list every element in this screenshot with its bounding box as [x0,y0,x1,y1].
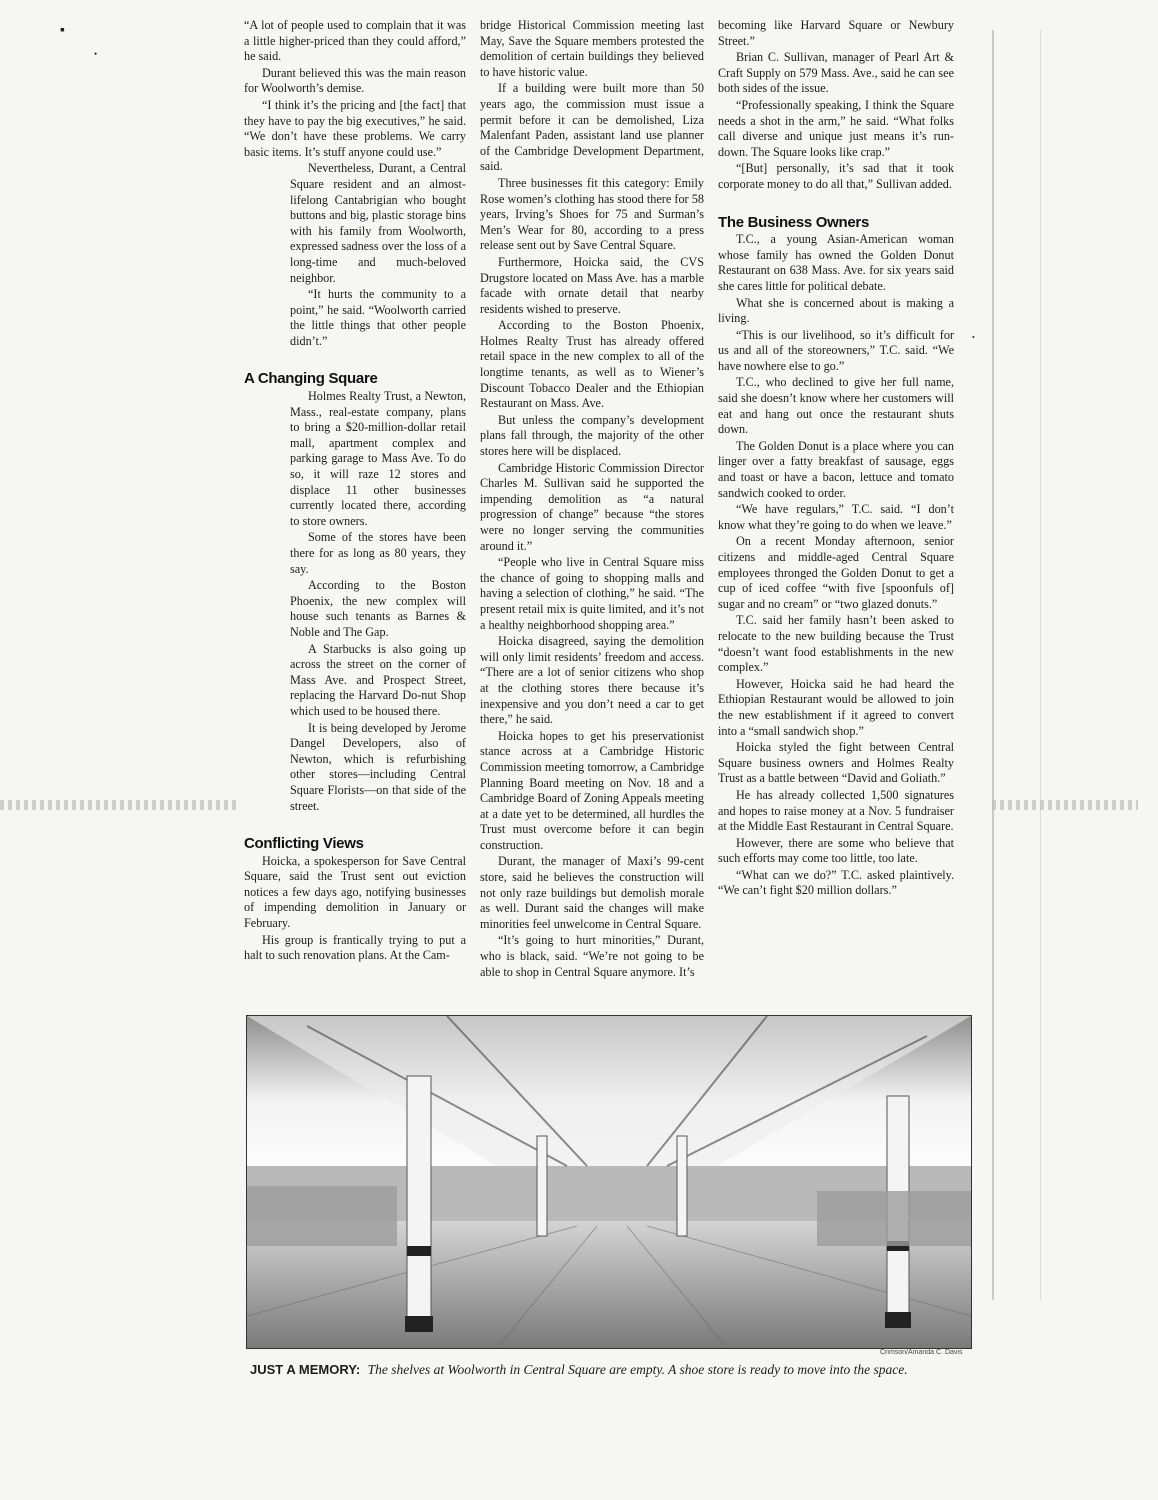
paragraph: “What can we do?” T.C. asked plaintively. “We can’t fight $20 million dollars.” [718,867,954,898]
paragraph: T.C. said her family hasn’t been asked to relocate to the new building because the Trust “doesn’t want food establishments in the new complex.” [718,613,954,675]
scan-speck: ▪ [60,23,65,38]
paragraph: It is being developed by Jerome Dangel Developers, also of Newton, which is refurbishing other stores—including Central Square Florists—on that side of the street. [290,720,466,813]
paragraph: However, Hoicka said he had heard the Ethiopian Restaurant would be allowed to join the new establishment if it agreed to convert into a “small sandwich shop.” [718,676,954,738]
paragraph: According to the Boston Phoenix, the new complex will house such tenants as Barnes & Noble and The Gap. [290,578,466,639]
page-edge-line [1040,30,1041,1300]
perforation-mark [992,800,1138,810]
paragraph: Durant believed this was the main reason for Woolworth’s demise. [244,65,466,96]
store-interior-photo [246,1015,972,1349]
paragraph: A Starbucks is also going up across the street on the corner of Mass Ave. and Prospect Street, replacing the Harvard Do-nut Shop which used to be housed there. [290,641,466,718]
caption-lead: JUST A MEMORY: [250,1362,361,1377]
paragraph: However, there are some who believe that such efforts may come too little, too late. [718,835,954,866]
perforation-mark [0,800,240,810]
photo-illustration [247,1016,971,1348]
paragraph: Holmes Realty Trust, a Newton, Mass., real-estate company, plans to bring a $20-million-dollar retail mall, apartment complex and parking garage to Mass Ave. To do so, it will raze 12 stores and displace 11 other businesses currently located there, according to store owners. [290,389,466,528]
paragraph: According to the Boston Phoenix, Holmes Realty Trust has already offered retail space in the new complex to all of the longtime tenants, as well as to Wiener’s Discount Tobacco Dealer and the Ethiopian Restaurant on Mass. Ave. [480,318,704,411]
paragraph: What she is concerned about is making a living. [718,295,954,326]
paragraph: But unless the company’s development plans fall through, the majority of the other stores here will be displaced. [480,412,704,459]
caption-text: The shelves at Woolworth in Central Square are empty. A shoe store is ready to move into the space. [367,1362,908,1377]
paragraph: The Golden Donut is a place where you can linger over a fatty breakfast of sausage, eggs and toast or have a bacon, lettuce and tomato sandwich cooked to order. [718,438,954,500]
paragraph: Durant, the manager of Maxi’s 99-cent store, said he believes the construction will not only raze buildings but demolish morale as well. Durant said the changes will make minorities feel unwelcome in Central Square. [480,854,704,931]
paragraph: He has already collected 1,500 signatures and hopes to raise money at a Nov. 5 fundraiser at the Middle East Restaurant in Central Square. [718,787,954,834]
paragraph: Three businesses fit this category: Emily Rose women’s clothing has stood there for 58 years, Irving’s Shoes for 75 and Surman’s Men’s Wear for 80, according to a press release sent out by Save Central Square. [480,175,704,253]
paragraph: Hoicka hopes to get his preservationist stance across at a Cambridge Historic Commission meeting tomorrow, a Cambridge Planning Board meeting on Nov. 18 and a Cambridge Board of Zoning Appeals meeting at a date yet to be determined, all hurdles the Trust must overcome before it can begin construction. [480,728,704,852]
paragraph: becoming like Harvard Square or Newbury Street.” [718,18,954,48]
paragraph: “I think it’s the pricing and [the fact] that they have to pay the big executives,” he said. “We don’t have these problems. We carry basic items. It’s stuff anyone could use.” [244,97,466,159]
paragraph: Hoicka styled the fight between Central Square business owners and Holmes Realty Trust as a battle between “David and Goliath.” [718,740,954,786]
paragraph: Cambridge Historic Commission Director Charles M. Sullivan said he supported the impending demolition as “a natural progression of change” because “the stores were no longer serving the communities around it.” [480,460,704,553]
section-heading-business-owners: The Business Owners [718,213,870,231]
paragraph: “People who live in Central Square miss the chance of going to shopping malls and having a selection of clothing,” he said. “The present retail mix is quite limited, and it’s not a healthy neighborhood shopping area.” [480,555,704,632]
paragraph: Brian C. Sullivan, manager of Pearl Art & Craft Supply on 579 Mass. Ave., said he can see both sides of the issue. [718,50,954,96]
paragraph: “[But] personally, it’s sad that it took corporate money to do all that,” Sullivan added. [718,161,954,191]
paragraph: T.C., who declined to give her full name, said she doesn’t know where her customers will eat and hang out once the restaurant shuts down. [718,375,954,437]
paragraph: On a recent Monday afternoon, senior citizens and middle-aged Central Square employees thronged the Golden Donut to get a cup of iced coffee “with five [spoonfuls of] sugar and no cream” or “two glazed donuts.” [718,534,954,611]
paragraph: “This is our livelihood, so it’s difficult for us and all of the storeowners,” T.C. said. “We have nowhere else to go.” [718,327,954,373]
paragraph: bridge Historical Commission meeting last May, Save the Square members protested the demolition of certain buildings they believed to have historic value. [480,18,704,79]
article-column-2 [480,18,704,981]
page-edge-line [992,30,994,1300]
paragraph: Furthermore, Hoicka said, the CVS Drugstore located on Mass Ave. has a marble facade with ornate detail that nearby residents wished to preserve. [480,254,704,316]
scan-speck: • [94,49,98,59]
paragraph: “It’s going to hurt minorities,” Durant, who is black, said. “We’re not going to be able to shop in Central Square anymore. It’s [480,933,704,979]
section-heading-changing-square: A Changing Square [244,370,378,388]
paragraph: “We have regulars,” T.C. said. “I don’t know what they’re going to do when we leave.” [718,502,954,532]
paragraph: Hoicka disagreed, saying the demolition will only limit residents’ freedom and access. “There are a lot of senior citizens who shop at the clothing stores there because it’s inexpensive and you don’t need a car to get there,” he said. [480,634,704,727]
section-heading-conflicting-views: Conflicting Views [244,835,364,853]
scan-speck: • [972,333,975,342]
article-column-1 [244,18,466,965]
paragraph: T.C., a young Asian-American woman whose family has owned the Golden Donut Restaurant on 638 Mass. Ave. for six years said she cares little for political debate. [718,232,954,293]
article-column-3 [718,18,954,900]
paragraph: Hoicka, a spokesperson for Save Central Square, said the Trust sent out eviction notices a few days ago, notifying businesses of impending demolition in January or February. [244,853,466,931]
paragraph: “A lot of people used to complain that it was a little higher-priced than they could afford,” he said. [244,18,466,64]
paragraph: If a building were built more than 50 years ago, the commission must issue a permit before it can be demolished, Liza Malenfant Paden, assistant land use planner of the Cambridge Development Department, said. [480,81,704,174]
paragraph: Some of the stores have been there for as long as 80 years, they say. [290,530,466,576]
paragraph: “It hurts the community to a point,” he said. “Woolworth carried the little things that other people didn’t.” [290,287,466,348]
photo-credit: Crimson/Amanda C. Davis [880,1349,963,1356]
paragraph: His group is frantically trying to put a halt to such renovation plans. At the Cam- [244,932,466,963]
photo-caption [250,1362,970,1378]
paragraph: “Professionally speaking, I think the Square needs a shot in the arm,” he said. “What folks call diverse and unique just means it’s run-down. The Square looks like crap.” [718,97,954,159]
paragraph: Nevertheless, Durant, a Central Square resident and an almost-lifelong Cantabrigian who bought buttons and big, plastic storage bins with his family from Woolworth, expressed sadness over the loss of a long-time and much-beloved neighbor. [290,161,466,285]
